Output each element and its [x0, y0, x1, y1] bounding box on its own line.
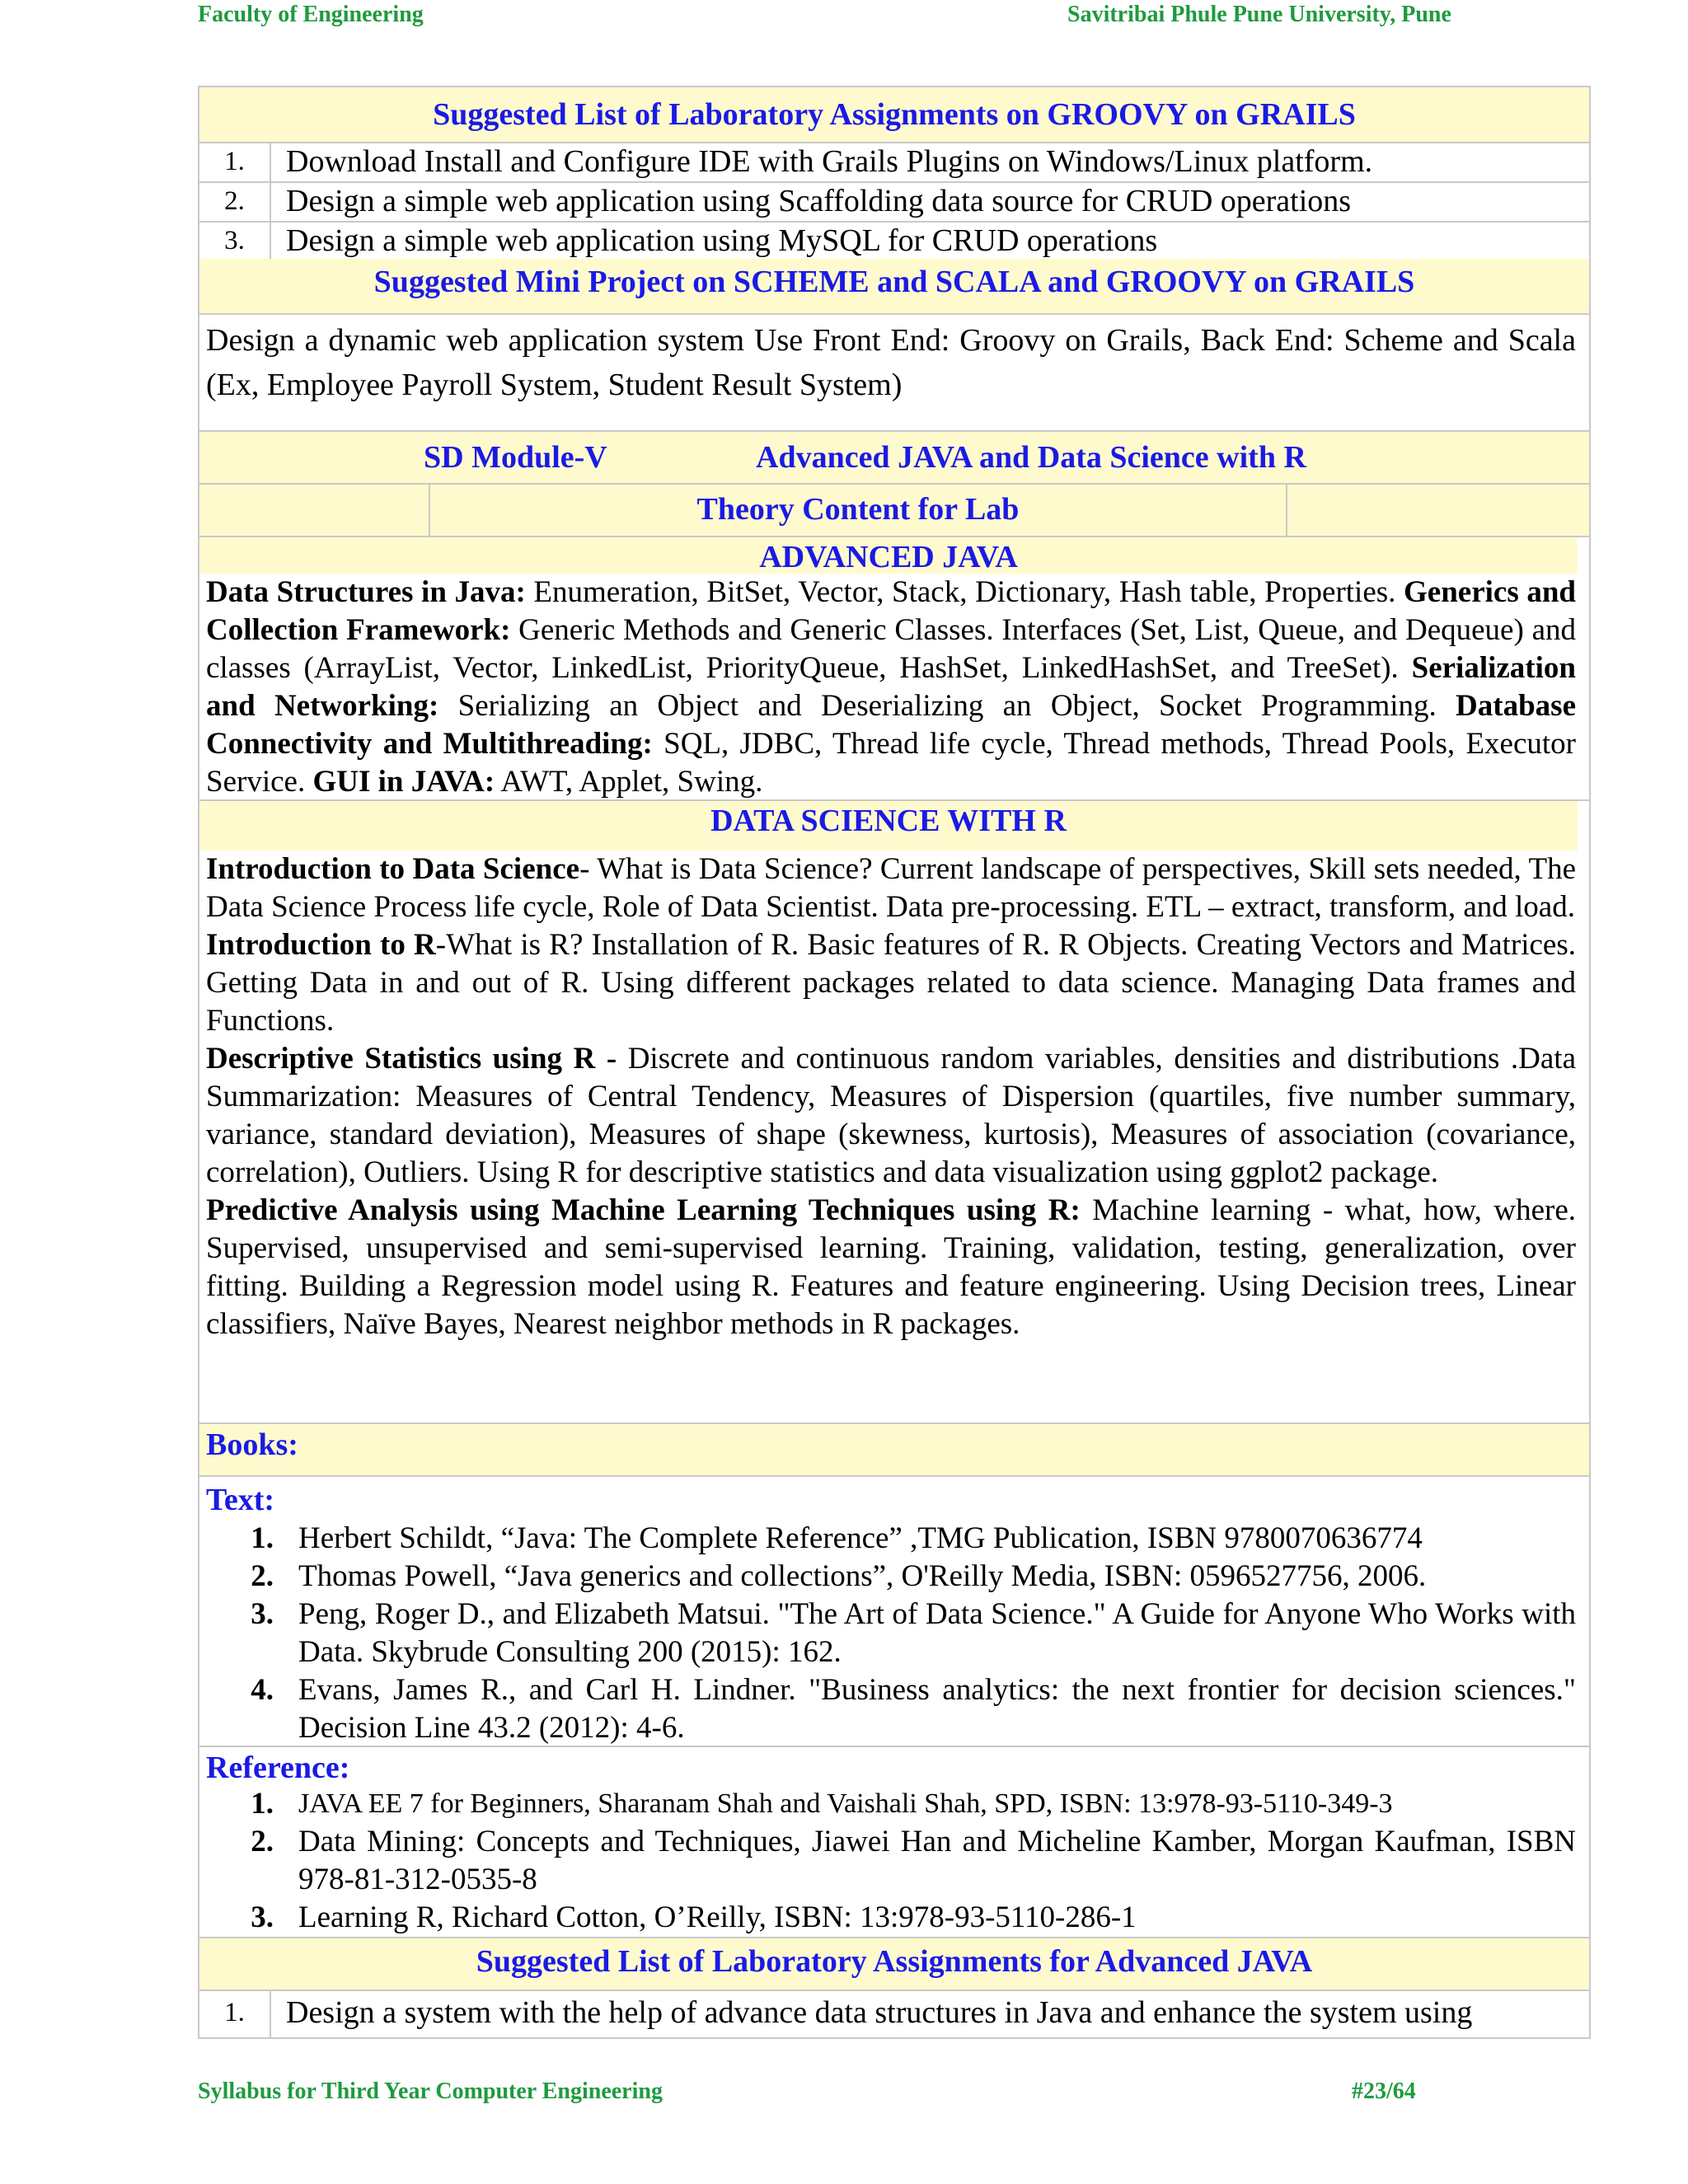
item-number: 1.	[251, 1521, 274, 1555]
theory-title: Theory Content for Lab	[430, 485, 1287, 536]
grails-lab-row	[199, 143, 1589, 183]
theory-left-cell	[199, 485, 430, 536]
topic-heading: Predictive Analysis using Machine Learning Techniques using R:	[206, 1193, 1081, 1227]
item-number: 4.	[251, 1673, 274, 1707]
topic-heading: Data Structures in Java:	[206, 575, 526, 609]
text-books-label: Text:	[206, 1483, 275, 1517]
mini-project-text: Design a dynamic web application system Use Front End: Groovy on Grails, Back End: Scheme and Scala (Ex, Employee Payroll System, Student Result System)	[198, 315, 1591, 432]
list-item	[199, 1596, 1589, 1671]
item-text: Herbert Schildt, “Java: The Complete Reference” ,TMG Publication, ISBN 9780070636774	[298, 1521, 1423, 1555]
row-text: Design a system with the help of advance data structures in Java and enhance the system using	[286, 1995, 1473, 2030]
list-item	[199, 1671, 1589, 1747]
topic-paragraph	[206, 851, 1576, 926]
topic-text: Generic Methods and Generic Classes. Interfaces (Set, List, Queue, and Dequeue) and classes (ArrayList, Vector, LinkedList, PriorityQueue, HashSet, LinkedHashSet, and TreeSet).	[206, 613, 1576, 685]
topic-text: Enumeration, BitSet, Vector, Stack, Dictionary, Hash table, Properties.	[525, 575, 1404, 609]
item-number: 2.	[251, 1559, 274, 1593]
topic-text: - What is Data Science? Current landscape of perspectives, Skill sets needed, The Data Science Process life cycle, Role of Data Scientist. Data pre-processing. ETL – extract, transform, and load.	[206, 852, 1577, 924]
advanced-java-section	[198, 537, 1591, 801]
list-item	[199, 1899, 1589, 1937]
topic-paragraph	[206, 1192, 1576, 1343]
item-text: Thomas Powell, “Java generics and collections”, O'Reilly Media, ISBN: 0596527756, 2006.	[298, 1559, 1427, 1593]
item-number: 1.	[251, 1787, 274, 1821]
topic-text: Discrete and continuous random variables, densities and distributions .Data Summarization: Measures of Central Tendency, Measures of Dispersion (quartiles, five number summary, variance, standard deviation), Measures of shape (skewness, kurtosis), Measures of association (covariance, correlation), Outliers. Using R for descriptive statistics and data visualization using ggplot2 package.	[206, 1042, 1576, 1189]
theory-row	[198, 485, 1591, 537]
item-text: Learning R, Richard Cotton, O’Reilly, ISBN: 13:978-93-5110-286-1	[298, 1900, 1137, 1934]
reference-books-section	[198, 1747, 1591, 1938]
header-faculty: Faculty of Engineering	[198, 2, 424, 27]
theory-right-cell	[1287, 485, 1589, 536]
footer-page-number: #23/64	[1352, 2079, 1416, 2104]
topic-heading: GUI in JAVA:	[312, 765, 495, 799]
row-text: Design a simple web application using MySQL for CRUD operations	[286, 223, 1158, 258]
row-number: 2.	[199, 183, 271, 221]
topic-text: AWT, Applet, Swing.	[495, 765, 763, 799]
java-lab-list	[198, 1991, 1591, 2039]
row-text: Download Install and Configure IDE with Grails Plugins on Windows/Linux platform.	[286, 144, 1373, 179]
text-books-section	[198, 1477, 1591, 1747]
row-number: 1.	[199, 1991, 271, 2037]
item-number: 2.	[251, 1825, 274, 1858]
list-item	[199, 1520, 1589, 1558]
module-header	[198, 432, 1591, 485]
grails-lab-row	[199, 183, 1589, 223]
topic-text: SQL, JDBC, Thread life cycle, Thread methods, Thread Pools, Executor Service.	[206, 727, 1576, 799]
topic-text: Machine learning - what, how, where. Supervised, unsupervised and semi-supervised learning. Training, validation, testing, generalization, over fitting. Building a Regression model using R. Features and feature engineering. Using Decision trees, Linear classifiers, Naïve Bayes, Nearest neighbor methods in R packages.	[206, 1193, 1577, 1341]
topic-paragraph	[206, 1040, 1576, 1192]
topic-heading: Introduction to R	[206, 928, 436, 962]
grails-lab-row	[199, 223, 1589, 260]
row-text: Design a simple web application using Scaffolding data source for CRUD operations	[286, 184, 1352, 218]
list-item	[199, 1558, 1589, 1596]
topic-heading: Generics and Collection Framework:	[206, 575, 1576, 647]
item-text: Evans, James R., and Carl H. Lindner. "Business analytics: the next frontier for decision sciences." Decision Line 43.2 (2012): 4-6.	[298, 1673, 1576, 1745]
list-item	[199, 1785, 1589, 1823]
topic-heading: Introduction to Data Science	[206, 852, 580, 886]
topic-paragraph	[206, 926, 1576, 1040]
header-university: Savitribai Phule Pune University, Pune	[1067, 2, 1451, 27]
advanced-java-title: ADVANCED JAVA	[199, 537, 1578, 574]
topic-heading: Serialization and Networking:	[206, 651, 1576, 723]
row-number: 1.	[199, 143, 271, 181]
list-item	[199, 1823, 1589, 1899]
reference-label: Reference:	[206, 1750, 350, 1785]
row-number: 3.	[199, 223, 271, 260]
java-lab-title: Suggested List of Laboratory Assignments for Advanced JAVA	[198, 1938, 1591, 1991]
topic-heading: Descriptive Statistics using R -	[206, 1042, 617, 1076]
item-text: Data Mining: Concepts and Techniques, Jiawei Han and Micheline Kamber, Morgan Kaufman, ISBN 978-81-312-0535-8	[298, 1825, 1576, 1896]
footer-syllabus: Syllabus for Third Year Computer Engineering	[198, 2079, 663, 2104]
data-science-title: DATA SCIENCE WITH R	[199, 801, 1578, 851]
advanced-java-content	[199, 574, 1589, 801]
reference-list	[199, 1785, 1589, 1937]
data-science-section	[198, 801, 1591, 1424]
item-number: 3.	[251, 1597, 274, 1631]
grails-lab-title: Suggested List of Laboratory Assignments on GROOVY on GRAILS	[198, 86, 1591, 143]
item-text: Peng, Roger D., and Elizabeth Matsui. "The Art of Data Science." A Guide for Anyone Who Works with Data. Skybrude Consulting 200 (2015): 162.	[298, 1597, 1576, 1669]
data-science-content	[199, 851, 1589, 1343]
grails-lab-list	[198, 143, 1591, 262]
topic-text: -What is R? Installation of R. Basic features of R. R Objects. Creating Vectors and Matrices. Getting Data in and out of R. Using different packages related to data science. Managing Data frames and Functions.	[206, 928, 1576, 1038]
mini-project-title: Suggested Mini Project on SCHEME and SCALA and GROOVY on GRAILS	[198, 259, 1591, 315]
module-name: Advanced JAVA and Data Science with R	[756, 440, 1306, 475]
topic-heading: Database Connectivity and Multithreading:	[206, 689, 1576, 761]
item-text: JAVA EE 7 for Beginners, Sharanam Shah and Vaishali Shah, SPD, ISBN: 13:978-93-5110-349-3	[298, 1788, 1393, 1819]
text-books-list	[199, 1520, 1589, 1747]
module-label: SD Module-V	[424, 440, 607, 475]
books-title: Books:	[198, 1424, 1591, 1477]
topic-text: Serializing an Object and Deserializing an Object, Socket Programming.	[438, 689, 1456, 723]
java-lab-row	[199, 1991, 1589, 2037]
item-number: 3.	[251, 1900, 274, 1934]
